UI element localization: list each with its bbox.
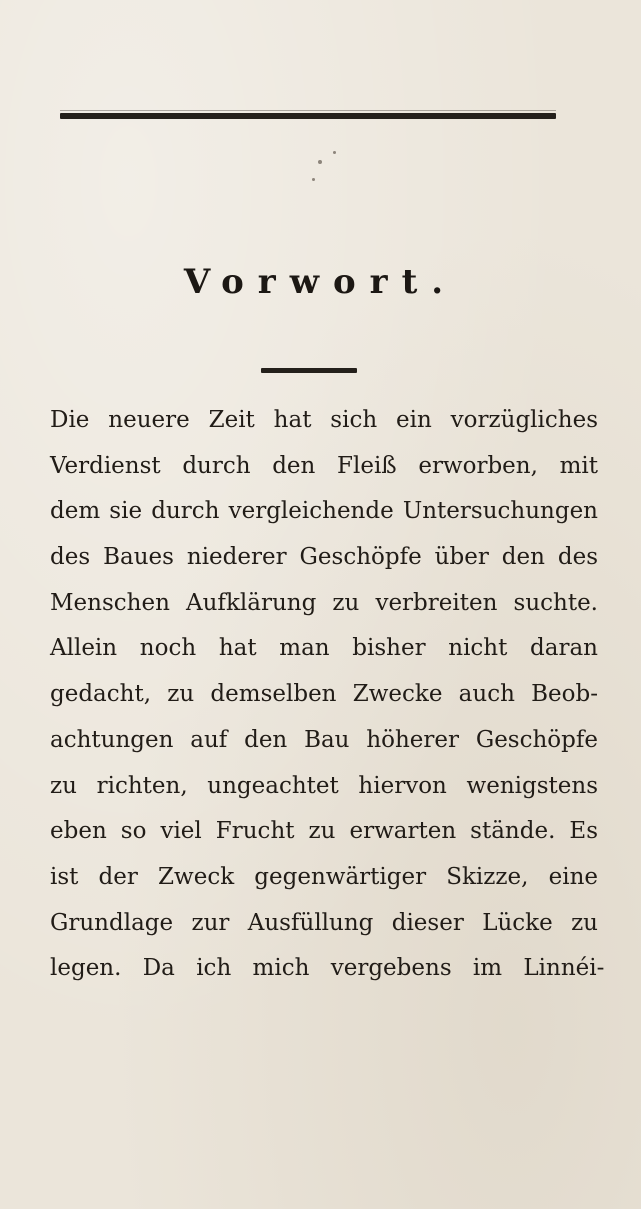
text-line: achtungen auf den Bau höherer Geschöpfe xyxy=(50,726,598,753)
ink-speck xyxy=(312,178,315,181)
header-thin-rule xyxy=(60,110,556,111)
text-line: ist der Zweck gegenwärtiger Skizze, eine xyxy=(50,863,598,890)
text-line: Die neuere Zeit hat sich ein vorzügliches xyxy=(50,407,598,433)
title-rule xyxy=(261,368,357,373)
preface-paragraph xyxy=(50,398,605,992)
page-title: Vorwort. xyxy=(183,262,458,302)
text-line: legen. Da ich mich vergebens im Linnéi- xyxy=(50,955,605,982)
text-line: Grundlage zur Ausfüllung dieser Lücke zu xyxy=(50,909,598,936)
text-line: Verdienst durch den Fleiß erworben, mit xyxy=(50,452,598,479)
ink-speck xyxy=(333,151,336,154)
text-line: Menschen Aufklärung zu verbreiten suchte. xyxy=(50,589,598,616)
header-rule xyxy=(60,113,556,119)
text-line: des Baues niederer Geschöpfe über den des xyxy=(50,544,598,571)
text-line: dem sie durch vergleichende Untersuchungen xyxy=(50,498,598,525)
text-line: Allein noch hat man bisher nicht daran xyxy=(50,635,598,662)
text-line: gedacht, zu demselben Zwecke auch Beob- xyxy=(50,681,598,708)
text-line: zu richten, ungeachtet hiervon wenigstens xyxy=(50,772,598,799)
text-line: eben so viel Frucht zu erwarten stände. Es xyxy=(50,818,598,845)
ink-speck xyxy=(318,160,322,164)
